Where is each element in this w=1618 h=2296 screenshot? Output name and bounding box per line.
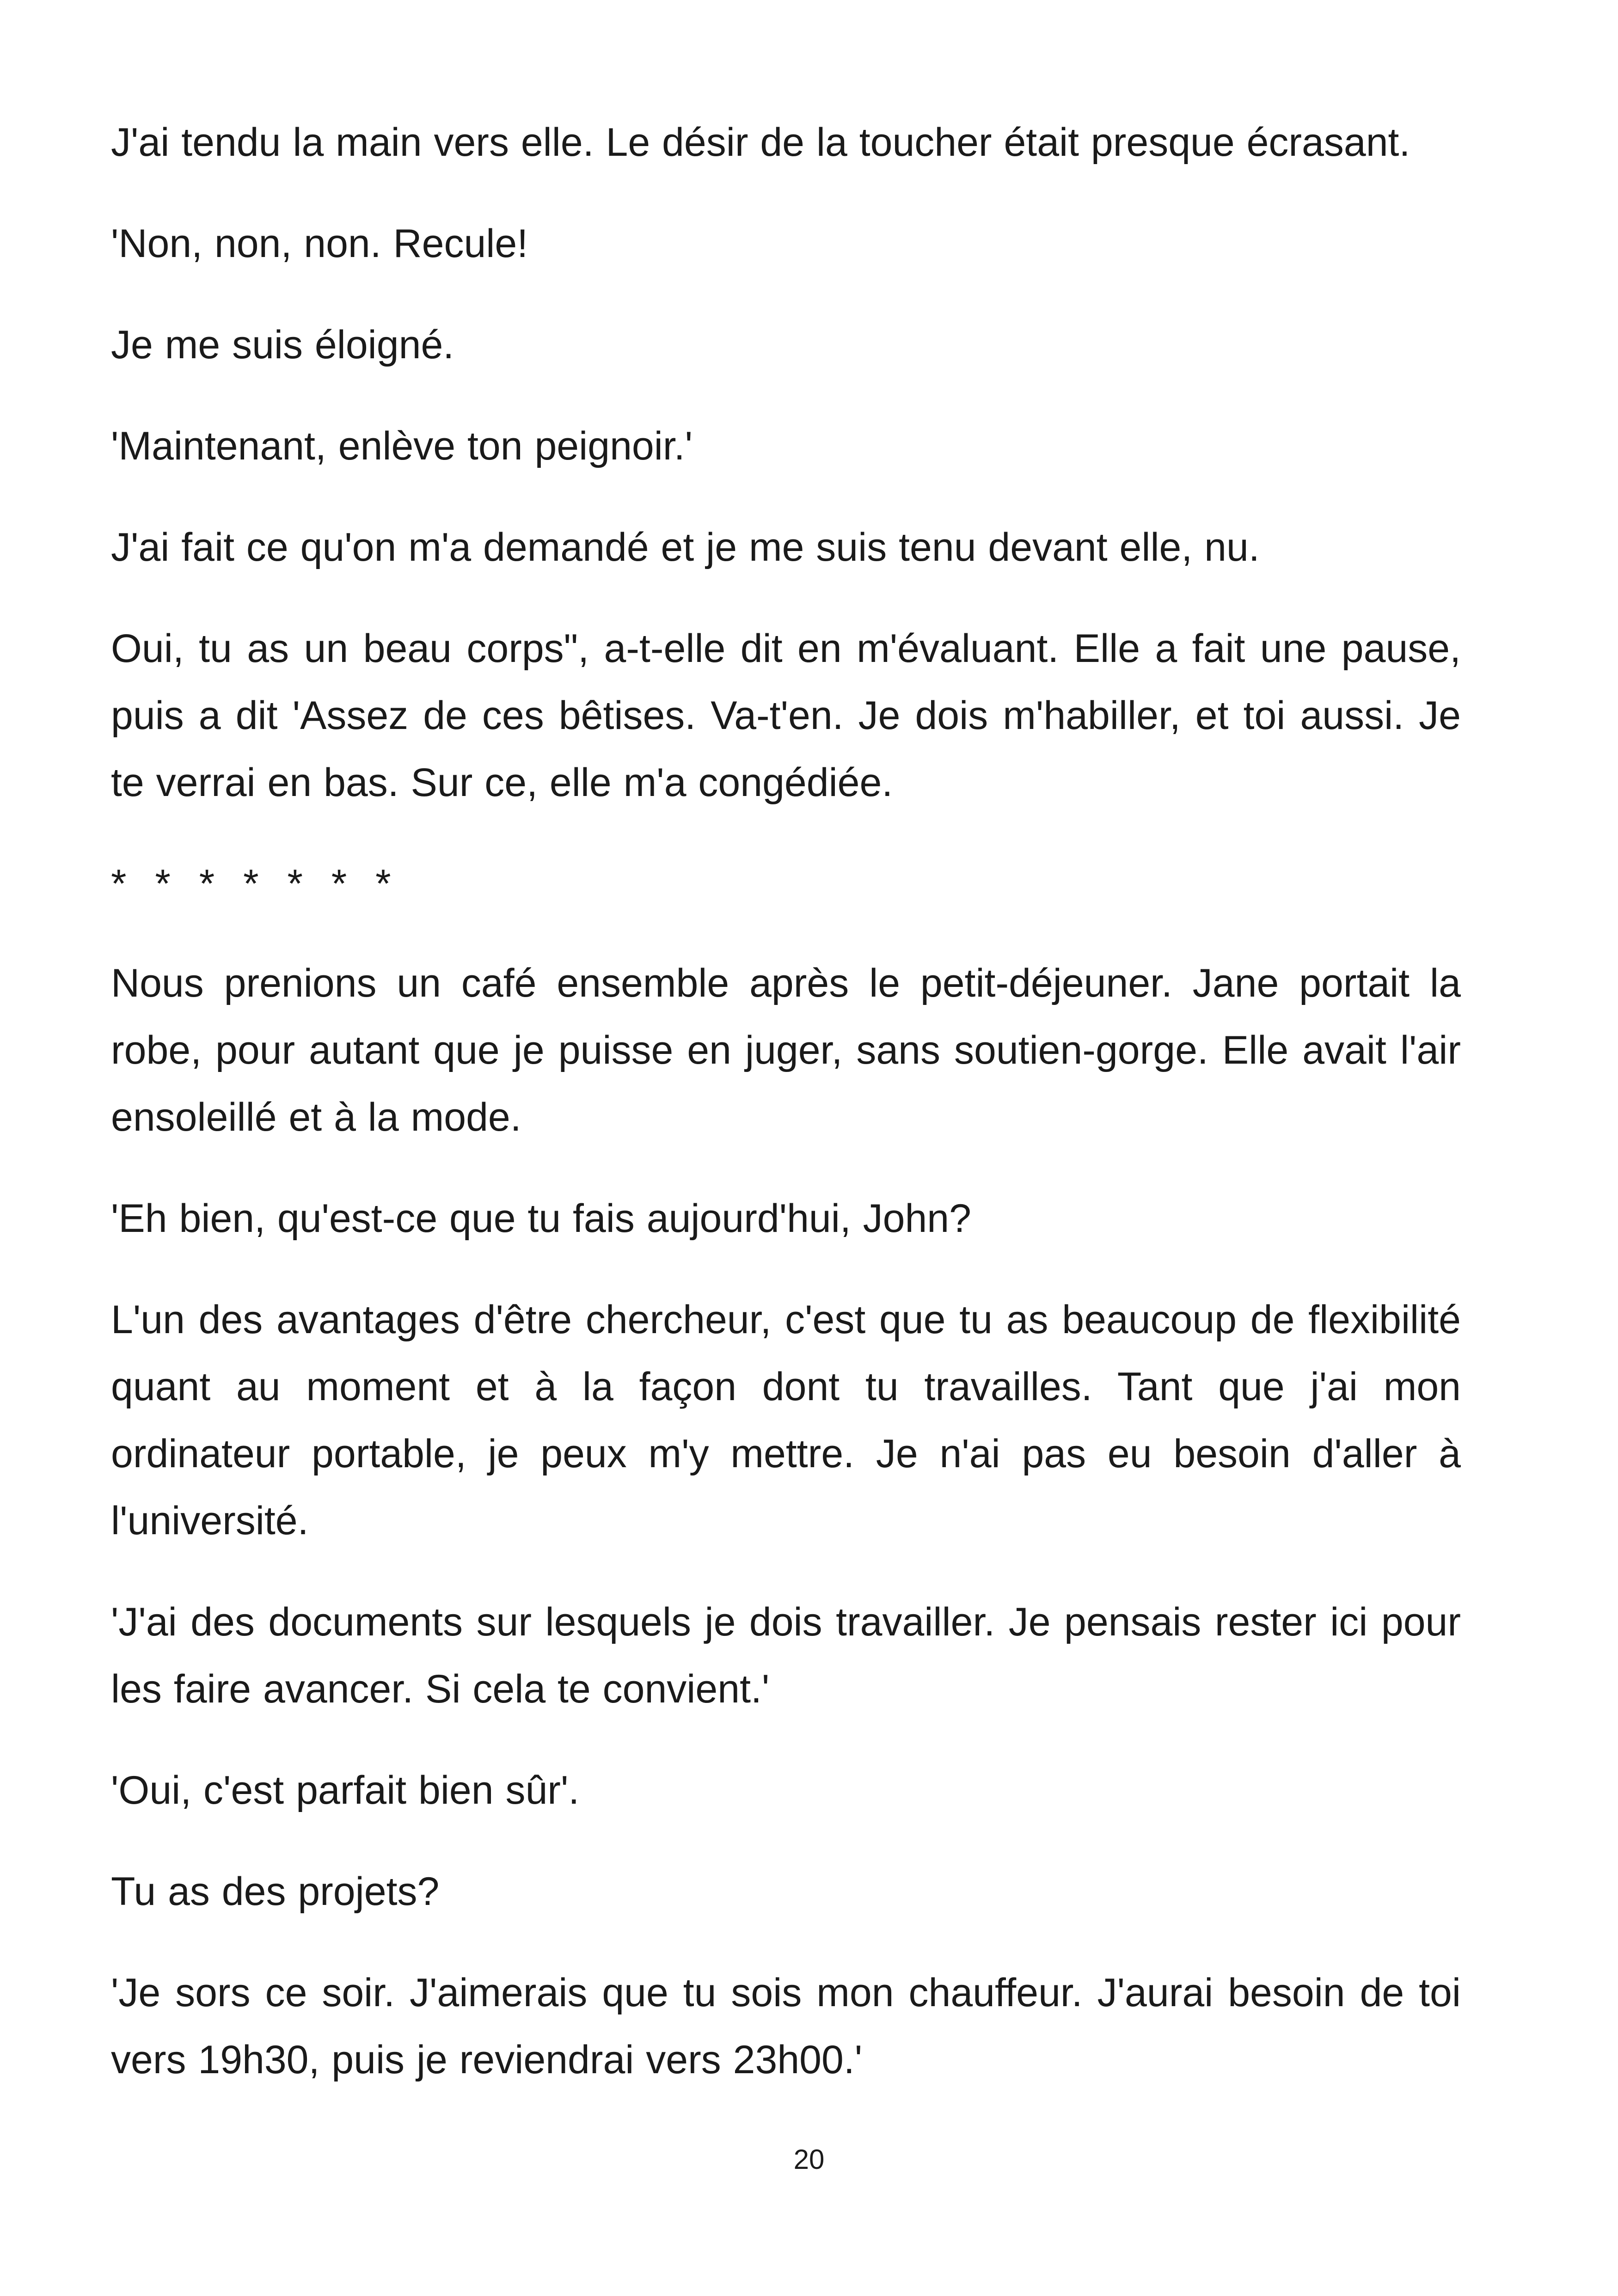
- paragraph: Nous prenions un café ensemble après le petit-déjeuner. Jane portait la robe, pour autant que je puisse en juger, sans soutien-gorge. Elle avait l'air ensoleillé et à la mode.: [111, 961, 1461, 1139]
- paragraph: 'Je sors ce soir. J'aimerais que tu sois mon chauffeur. J'aurai besoin de toi vers 19h30, puis je reviendrai vers 23h00.': [111, 1971, 1461, 2082]
- paragraph: 'Maintenant, enlève ton peignoir.': [111, 424, 693, 468]
- paragraph: 'Eh bien, qu'est-ce que tu fais aujourd'hui, John?: [111, 1196, 971, 1241]
- section-separator: * * * * * * *: [111, 862, 399, 906]
- paragraph: 'Oui, c'est parfait bien sûr'.: [111, 1768, 580, 1812]
- paragraph: L'un des avantages d'être chercheur, c'est que tu as beaucoup de flexibilité quant au moment et à la façon dont tu travailles. Tant que j'ai mon ordinateur portable, je peux m'y mettre. Je n'ai pas eu besoin d'aller à l'université.: [111, 1298, 1461, 1543]
- body-text: [111, 109, 1461, 2128]
- paragraph: 'J'ai des documents sur lesquels je dois travailler. Je pensais rester ici pour les faire avancer. Si cela te convient.': [111, 1600, 1461, 1711]
- paragraph: Tu as des projets?: [111, 1869, 440, 1914]
- paragraph: 'Non, non, non. Recule!: [111, 221, 528, 266]
- paragraph: J'ai tendu la main vers elle. Le désir de la toucher était presque écrasant.: [111, 120, 1410, 165]
- paragraph: J'ai fait ce qu'on m'a demandé et je me suis tenu devant elle, nu.: [111, 525, 1260, 569]
- page-number: 20: [793, 2144, 825, 2175]
- paragraph: Je me suis éloigné.: [111, 323, 454, 367]
- paragraph: Oui, tu as un beau corps", a-t-elle dit en m'évaluant. Elle a fait une pause, puis a dit 'Assez de ces bêtises. Va-t'en. Je dois m'habiller, et toi aussi. Je te verrai en bas. Sur ce, elle m'a congédiée.: [111, 626, 1461, 805]
